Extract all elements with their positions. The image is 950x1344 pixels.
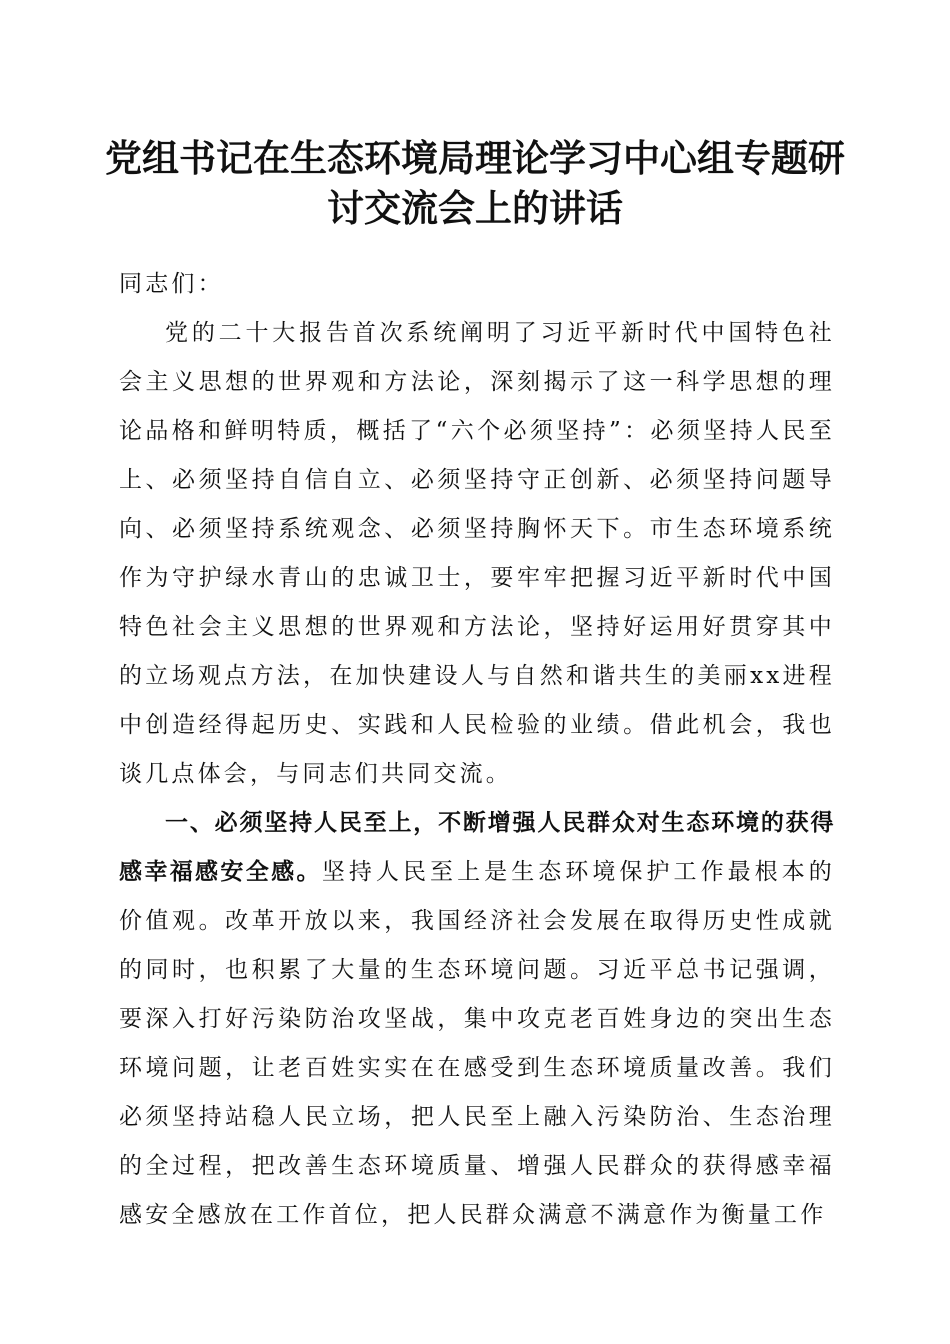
document-title: 党组书记在生态环境局理论学习中心组专题研讨交流会上的讲话 xyxy=(105,136,845,230)
salutation: 同志们： xyxy=(119,271,224,297)
paragraph-text: 坚持人民至上是生态环境保护工作最根本的价值观。改革开放以来，我国经济社会发展在取得历史性成就的同时，也积累了大量的生态环境问题。习近平总书记强调，要深入打好污染防治攻坚战，集中攻克老百姓身边的突出生态环境问题，让老百姓实实在在感受到生态环境质量改善。我们必须坚持站稳人民立场，把人民至上融入污染防治、生态治理的全过程，把改善生态环境质量、增强人民群众的获得感幸福感安全感放在工作首位，把人民群众满意不满意作为衡量工作 xyxy=(119,859,835,1228)
document-body xyxy=(119,260,835,1240)
section-heading: 一、必须坚持人民至上，不断增强人民群众对生态环境的获得感幸福感安全感。 xyxy=(119,810,835,885)
paragraph-section-one xyxy=(119,799,835,1240)
paragraph-intro xyxy=(119,309,835,799)
paragraph-text: 党的二十大报告首次系统阐明了习近平新时代中国特色社会主义思想的世界观和方法论，深刻揭示了这一科学思想的理论品格和鲜明特质，概括了“六个必须坚持”：必须坚持人民至上、必须坚持自信自立、必须坚持守正创新、必须坚持问题导向、必须坚持系统观念、必须坚持胸怀天下。市生态环境系统作为守护绿水青山的忠诚卫士，要牢牢把握习近平新时代中国特色社会主义思想的世界观和方法论，坚持好运用好贯穿其中的立场观点方法，在加快建设人与自然和谐共生的美丽xx进程中创造经得起历史、实践和人民检验的业绩。借此机会，我也谈几点体会，与同志们共同交流。 xyxy=(119,320,835,787)
